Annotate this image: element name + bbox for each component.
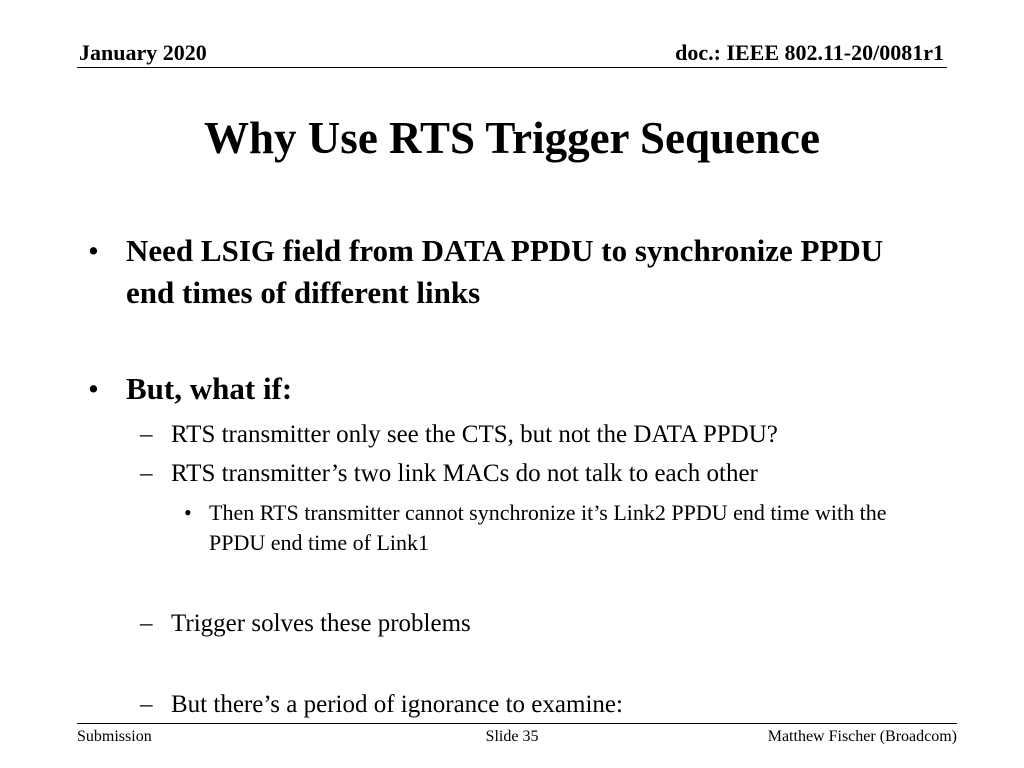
sub-bullet-item	[140, 459, 931, 489]
sub-bullet-text: RTS transmitter’s two link MACs do not talk to each other	[171, 460, 758, 487]
footer-divider	[77, 723, 957, 724]
slide-title: Why Use RTS Trigger Sequence	[204, 113, 820, 163]
bullet-item	[88, 230, 906, 314]
bullet-marker: •	[88, 233, 99, 268]
sub-bullet-marker: –	[140, 610, 153, 637]
bullet-marker: •	[88, 371, 99, 406]
bullet-item	[88, 368, 906, 410]
sub-bullet-marker: –	[140, 691, 153, 718]
header-doc-id: doc.: IEEE 802.11-20/0081r1	[675, 40, 944, 65]
sub-bullet-item	[140, 420, 931, 450]
sub-bullet-text: But there’s a period of ignorance to examine:	[171, 691, 623, 718]
header-divider	[77, 67, 947, 68]
sub-sub-bullet-text: Then RTS transmitter cannot synchronize it’s Link2 PPDU end time with the PPDU end time of Link1	[209, 500, 887, 555]
sub-sub-bullet-marker: •	[184, 500, 192, 525]
sub-bullet-item	[140, 609, 931, 639]
footer-slide-number: Slide 35	[485, 728, 539, 745]
sub-bullet-text: Trigger solves these problems	[171, 610, 471, 637]
header-date: January 2020	[79, 40, 207, 65]
sub-bullet-text: RTS transmitter only see the CTS, but not the DATA PPDU?	[171, 421, 778, 448]
sub-bullet-marker: –	[140, 460, 153, 487]
bullet-text: But, what if:	[126, 371, 293, 406]
footer-author: Matthew Fischer (Broadcom)	[767, 728, 957, 745]
sub-sub-bullet-item	[184, 498, 929, 558]
bullet-text: Need LSIG field from DATA PPDU to synchronize PPDU end times of different links	[126, 233, 884, 310]
sub-bullet-marker: –	[140, 421, 153, 448]
footer-submission: Submission	[77, 728, 152, 745]
sub-bullet-item	[140, 690, 931, 720]
